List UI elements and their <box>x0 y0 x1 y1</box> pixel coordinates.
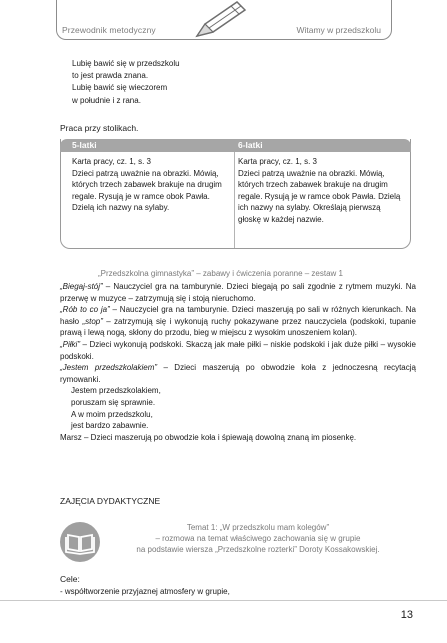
section-heading-praca: Praca przy stolikach. <box>60 123 139 133</box>
exercise-name: „Rób to co ja” <box>60 305 110 315</box>
worksheet-card-ref: Karta pracy, cz. 1, s. 3 <box>238 157 317 166</box>
poem-line: Lubię bawić się w przedszkolu <box>72 59 180 68</box>
open-book-glyph <box>60 522 100 562</box>
worksheet-instructions: Dzieci patrzą uważnie na obrazki. Mówią, których trzech zabawek brakuje na drugim regale. Rysują je w ramce obok Pawła. Dzielą ich nazwy na sylaby. <box>72 168 222 213</box>
intro-poem <box>72 58 180 107</box>
exercise-paragraph <box>60 339 416 362</box>
worksheet-cell-5-year-olds <box>72 156 232 214</box>
header-chapter-title: Witamy w przedszkolu <box>296 25 381 35</box>
column-header-6-year-olds: 6-latki <box>238 139 263 150</box>
exercise-description: – Dzieci maszerują po obwodzie koła z jednoczesną recytacją rymowanki. <box>60 363 416 384</box>
rhyme-line: poruszam się sprawnie. <box>71 397 156 407</box>
poem-line: to jest prawda znana. <box>72 71 149 81</box>
command-word: „stop” <box>82 316 103 326</box>
worksheet-table-header <box>60 139 411 152</box>
exercise-name: „Piłki” <box>60 339 80 349</box>
footer-divider <box>0 600 447 601</box>
exercise-paragraph: Marsz – Dzieci maszerują po obwodzie koła i śpiewają dowolną znaną im piosenkę. <box>60 432 357 442</box>
lesson-topic-source: na podstawie wiersza „Przedszkolne rozterki” Doroty Kossakowskiej. <box>136 545 380 554</box>
poem-line: Lubię bawić się wieczorem <box>72 83 168 93</box>
gymnastics-title: „Przedszkolna gimnastyka” – zabawy i ćwiczenia poranne – zestaw 1 <box>98 269 344 278</box>
page-number: 13 <box>400 609 413 621</box>
book-icon <box>60 522 100 562</box>
pencil-icon <box>191 0 251 38</box>
exercise-name: „Biegaj-stój” <box>60 282 103 291</box>
exercise-description: – Nauczyciel gra na tamburynie. Dzieci biegają po sali zgodnie z rytmem muzyki. Na przerwę w muzyce – zatrzymują się i stoją nieruchomo. <box>60 282 416 303</box>
exercise-description: – Nauczyciel gra na tamburynie. Dzieci maszerują po sali w różnych kierunkach. Na hasło <box>60 305 416 326</box>
lesson-topic-subtitle: – rozmowa na temat właściwego zachowania się w grupie <box>155 534 361 543</box>
rhyme-line: Jestem przedszkolakiem, <box>71 386 161 396</box>
exercise-paragraph <box>60 304 416 339</box>
exercise-name: „Jestem przedszkolakiem” <box>60 363 158 373</box>
lesson-topic-title: Temat 1: „W przedszkolu mam kolegów” <box>186 523 330 532</box>
exercise-paragraph <box>60 362 416 385</box>
column-header-5-year-olds: 5-latki <box>72 139 97 150</box>
header-book-title: Przewodnik metodyczny <box>62 25 156 35</box>
column-divider <box>234 152 235 248</box>
exercise-description: – Dzieci wykonują podskoki. Skaczą jak małe piłki – niskie podskoki i jak duże piłki – wysokie podskoki. <box>60 339 416 361</box>
goal-item: - współtworzenie przyjaznej atmosfery w grupie, <box>60 587 230 596</box>
goals-label: Cele: <box>60 574 80 584</box>
gymnastics-body <box>60 281 416 443</box>
rhyme-line: jest bardzo zabawnie. <box>71 421 149 431</box>
poem-line: w południe i z rana. <box>72 95 141 105</box>
exercise-description: – zatrzymują się i wykonują ruchy pokazywane przez nauczyciela (podskoki, tupanie prawą i lewą nogą, skłony do przodu, bieg w miejscu z wysokim unoszeniem kolan). <box>60 316 416 338</box>
worksheet-instructions: Dzieci patrzą uważnie na obrazki. Mówią, których trzech zabawek brakuje na drugim regale. Rysują je w ramce obok Pawła. Dzielą ich nazwy na sylaby. Określają pierwszą głoskę w każdej nazwie. <box>238 168 401 224</box>
exercise-paragraph <box>60 281 416 304</box>
worksheet-cell-6-year-olds <box>238 156 404 226</box>
section-heading-zajecia: ZAJĘCIA DYDAKTYCZNE <box>60 496 161 506</box>
lesson-topic <box>108 522 408 555</box>
rhyme-line: A w moim przedszkolu, <box>71 409 153 419</box>
worksheet-card-ref: Karta pracy, cz. 1, s. 3 <box>72 157 151 166</box>
